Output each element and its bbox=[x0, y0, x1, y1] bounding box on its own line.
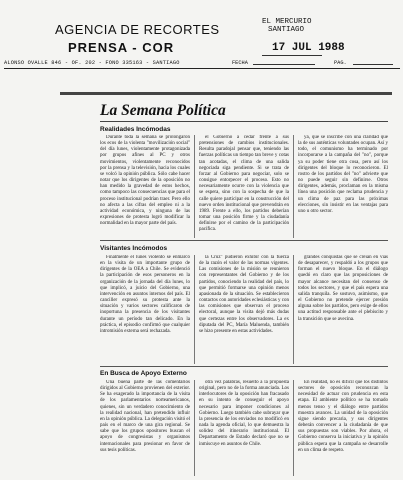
section-rule bbox=[100, 366, 388, 367]
title-rule bbox=[100, 121, 388, 122]
subhead-visitantes: Visitantes Incómodos bbox=[100, 245, 168, 252]
agency-address: ALONSO OVALLE 846 - OF. 202 - FONO 335163 - SANTIAGO bbox=[4, 60, 180, 66]
column-divider bbox=[194, 380, 195, 476]
section-title: La Semana Política bbox=[100, 102, 226, 119]
agency-subtitle: PRENSA - COR bbox=[68, 40, 175, 55]
column-divider bbox=[293, 255, 294, 364]
date-underline bbox=[262, 55, 322, 56]
clipping-top-bar bbox=[60, 92, 392, 95]
fecha-line bbox=[253, 64, 315, 65]
source-newspaper: EL MERCURIO bbox=[262, 18, 312, 26]
subhead-apoyo: En Busca de Apoyo Externo bbox=[100, 370, 187, 377]
column-divider bbox=[293, 135, 294, 238]
subhead-realidades: Realidades Incómodas bbox=[100, 126, 171, 133]
block1-col3: ya, que se inscribe con una claridad que la de sus auténticas voluntades ocupan. Así y todo, el comunismo ha terminado por incorporarse a la campaña del "no", porque ya su poder tiene otra cosa, pero así los dirigentes del bloque lo reconocieron. El rostro de los partidos del "no" advierte que no puede seguir sin definirse. Otros dirigentes, además, proclaman en la misma línea una posición que reclama prudencia y un clima de paz para las próximas elecciones, sin insistir en las ventajas para uno u otro sector. bbox=[298, 135, 388, 214]
pag-line bbox=[353, 64, 393, 65]
block2-col2: la Cruz" pudieron exhibir con la fuerza de la razón el valor de las normas vigentes. Las comisiones de la misión se reunieron con representantes del Gobierno y de los partidos, conociendo la realidad del país, lo que permitió formarse una opinión menos apasionada de la situación. Se establecieron contactos con autoridades eclesiásticas y con las comisiones que observan el proceso electoral, aunque la visita dejó más dudas que certezas entre los observadores. La ex diputada del PC, María Maluenda, también se hizo presente en estas actividades. bbox=[199, 255, 289, 334]
block1-col2: el Gobierno a cedar frente a sus pretensiones de cambios institucionales. Resulta paradojal pensar que, teniendo las fuerzas políticas un tiempo tan breve y cotas tan acotadas, el clima de una salida negociada siga pendiente. Si se trata de forzar al Gobierno para negociar, solo se consigue entorpecer el proceso. Esto no necesariamente ocurre con la violencia que se espera, sino con la sospecha de que la calle quiere participar en la construcción del nuevo orden institucional que prevendrán en 1989. Frente a ello, los partidos deberían tomar una posición firme y la ciudadanía definirse por el camino de la participación pacífica. bbox=[199, 135, 289, 233]
block2-col3: grandes conquistas que se creían en vías de desaparecer, y respaldó a los grupos que forman el nuevo bloque. En el diálogo quedó en claro que las proposiciones de mayor alcance necesitan del consenso de todos los sectores, y que el país espera una salida tranquila. Se sostuvo, asimismo, que el Gobierno no pretende ejercer presión alguna sobre los partidos, pero exige de ellos una actitud responsable ante el plebiscito y la transición que se avecina. bbox=[298, 255, 388, 322]
block3-col1: Una buena parte de las comentarios dirigidos al Gobierno provienen del exterior. Se ha exagerado la importancia de la visita de los parlamentarios norteamericanos, quienes, sin un verdadero conocimiento de la realidad nacional, han pretendido influir en la opinión pública. La delegación visitó el país en el marco de una gira regional. Se sabe que los grupos opositores buscan el apoyo de congresistas y organismos internacionales para presionar en favor de sus tesis políticas. bbox=[100, 380, 190, 453]
newspaper-clipping bbox=[60, 92, 392, 478]
source-city: SANTIAGO bbox=[268, 26, 305, 34]
block1-col1: Durante toda la semana se prolongaron los ecos de la violenta "movilización social" del día lunes, violentamente protagonizada por grupos afines al PC y otros movimientos, violentamente reconocidos por la prensa y la televisión, hacia los cuales se volcó la opinión pública. Sólo cabe hacer notar que los dirigentes de la oposición no han medido la gravedad de estos hechos, como tampoco las consecuencias que para el proceso institucional podrían traer. Pero ello no afecta a las cifras del empleo ni a la actividad económica, y ninguna de las expresiones de protesta logró modificar la normalidad en la mayor parte del país. bbox=[100, 135, 190, 227]
block3-col2: otra vez palabras, resuelto a la propuesta original, pero no de la forma anunciada. Los interlocutores de la oposición han fracasado en su intento de conseguir el apoyo necesario para imponer condiciones al Gobierno. Luego también cabe subrayar que la presencia de los enviados no modificó en nada la agenda oficial, lo que demuestra la solidez del itinerario institucional. El Departamento de Estado declaró que no se inmiscuye en asuntos de Chile. bbox=[199, 380, 289, 447]
section-rule bbox=[100, 240, 388, 241]
column-divider bbox=[293, 380, 294, 476]
block3-col3: En realidad, no es difícil que los distintos sectores de oposición reconozcan la necesidad de actuar con prudencia en esta etapa. El ambiente político se ha tornado menos tenso y el diálogo entre partidos muestra avances. La unidad de la oposición sigue siendo precaria, y sus dirigentes deberán convencer a la ciudadanía de que sus propuestas son viables. Por ahora, el Gobierno conserva la iniciativa y la opinión pública espera que la campaña se desarrolle en un clima de respeto. bbox=[298, 380, 388, 453]
agency-header bbox=[0, 0, 403, 80]
column-divider bbox=[194, 135, 195, 238]
fecha-label: FECHA bbox=[232, 60, 248, 66]
block2-col1: Finalmente el lunes violento se enmarcó en la visita de un importante grupo de dirigentes de la OEA a Chile. Se evidenció la participación de esos personeros en la organización de la jornada del día lunes, lo que implicó, a juicio del Gobierno, una intervención en asuntos internos del país. El canciller expresó su protesta ante la situación y varios sectores calificaron de inoportuna la presencia de los visitantes durante un período tan delicado. En la práctica, el episodio confirmó que cualquier intromisión externa será rechazada. bbox=[100, 255, 190, 334]
header-rule bbox=[4, 68, 400, 69]
pag-label: PAG. bbox=[334, 60, 347, 66]
source-stamp bbox=[262, 18, 312, 34]
agency-name: AGENCIA DE RECORTES bbox=[55, 22, 220, 37]
column-divider bbox=[194, 255, 195, 364]
source-date: 17 JUL 1988 bbox=[272, 42, 345, 54]
